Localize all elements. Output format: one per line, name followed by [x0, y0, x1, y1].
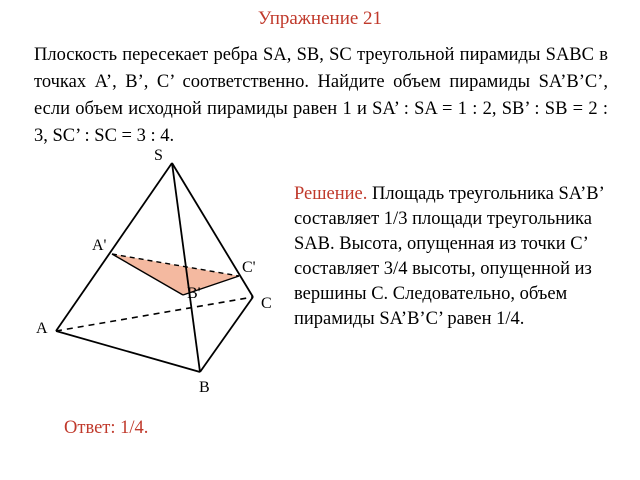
label-b: B: [199, 379, 210, 396]
edge-bc: [200, 297, 253, 372]
answer-text: Ответ: 1/4.: [64, 418, 149, 438]
edge-sa: [56, 163, 172, 331]
edge-ab: [56, 331, 200, 372]
solution-text: Площадь треугольника SA’B’ составляет 1/3 площади треугольника SAB. Высота, опущенная из точки C’ составляет 3/4 высоты, опущенной из вершины C. Следовательно, объем пирамиды SA’B’C’ равен 1/4.: [294, 184, 604, 329]
pyramid-figure: [0, 140, 290, 400]
problem-statement: Плоскость пересекает ребра SA, SB, SC треугольной пирамиды SABC в точках A’, B’, C’ соответственно. Найдите объем пирамиды SA’B’C’, если объем исходной пирамиды равен 1 и SA’ : SA = 1 : 2, SB’ : SB = 2 : 3, SC’ : SC = 3 : 4.: [34, 45, 608, 146]
label-s: S: [154, 147, 163, 164]
label-a-prime: A': [92, 237, 107, 254]
exercise-title: Упражнение 21: [257, 8, 383, 29]
solution-label: Решение.: [294, 184, 368, 204]
label-b-prime: B': [187, 285, 201, 302]
label-a: A: [36, 320, 48, 337]
edge-ac-hidden: [56, 297, 253, 331]
solution-block: [294, 182, 624, 332]
section-triangle: [112, 254, 239, 295]
label-c-prime: C': [242, 259, 256, 276]
label-c: C: [261, 295, 272, 312]
